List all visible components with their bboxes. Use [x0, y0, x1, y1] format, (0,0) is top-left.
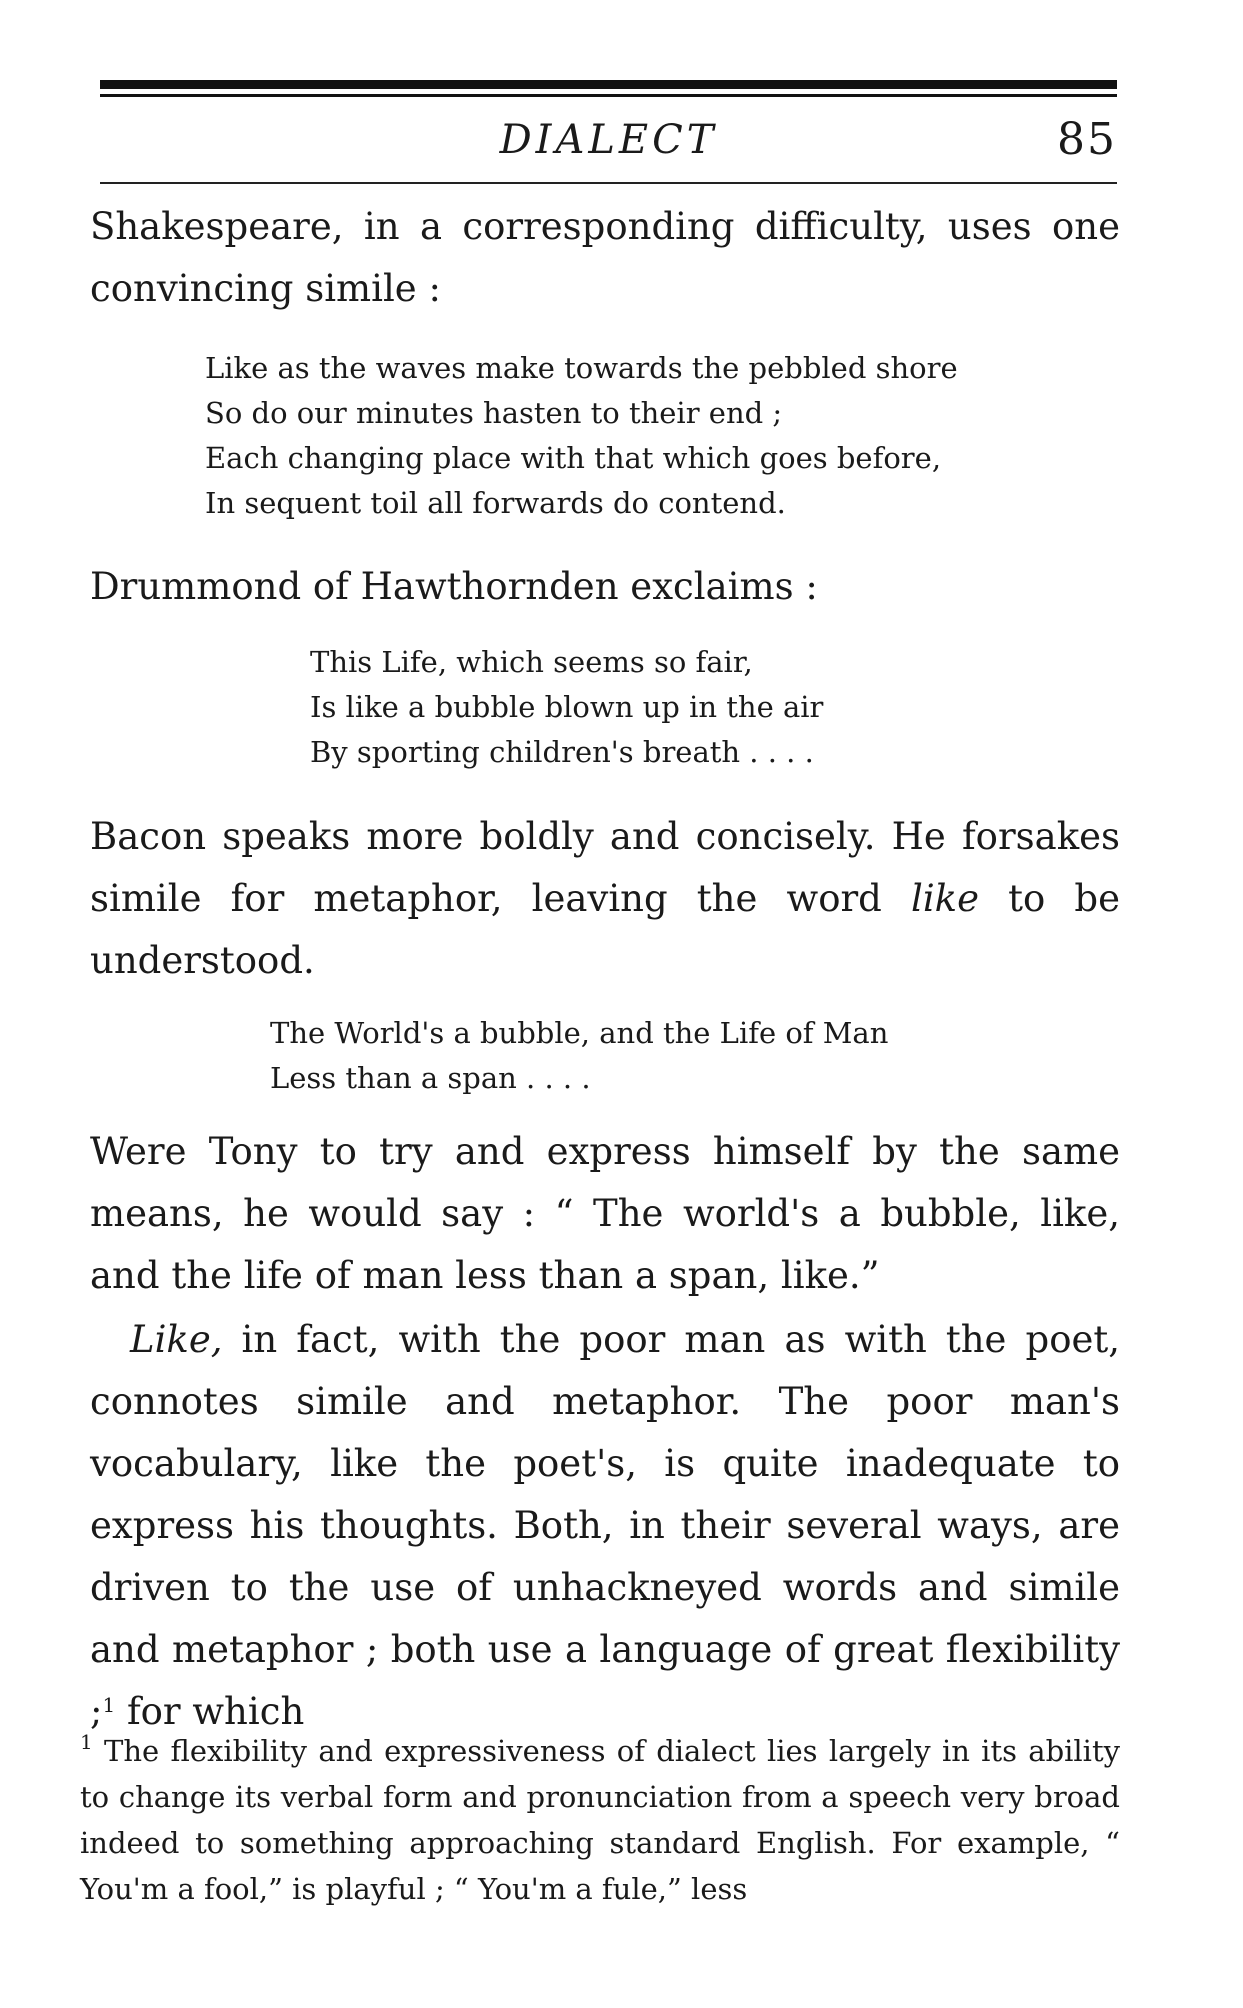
quote-shakespeare	[205, 346, 958, 526]
italic-like-lead: Like,	[130, 1318, 223, 1361]
quote-line: The World's a bubble, and the Life of Man	[270, 1016, 889, 1050]
paragraph-bacon	[90, 806, 1120, 992]
footnote-marker: 1	[80, 1730, 93, 1754]
footnote-reference[interactable]: 1	[102, 1693, 116, 1717]
quote-line: This Life, which seems so fair,	[310, 645, 753, 679]
paragraph-shakespeare: Shakespeare, in a corresponding difficulty, uses one convincing simile :	[90, 205, 1120, 310]
header-rule-thick	[100, 80, 1117, 89]
paragraph-bacon-end: to be understood.	[90, 877, 1121, 982]
page-number: 85	[1057, 114, 1117, 165]
running-head: DIALECT	[499, 117, 718, 163]
paragraph-like-text: in fact, with the poor man as with the poet, connotes simile and metaphor. The poor man's vocabulary, like the poet's, is quite inadequate to express his thoughts. Both, in their several ways, are driven to the use of unhackneyed words and simile and metaphor ; both use a language of great flexibility ;	[90, 1318, 1120, 1733]
quote-line: Less than a span . . . .	[270, 1061, 591, 1095]
quote-bacon	[270, 1011, 888, 1101]
quote-line: By sporting children's breath . . . .	[310, 735, 814, 769]
quote-line: Each changing place with that which goes before,	[205, 441, 942, 475]
paragraph-like	[90, 1309, 1120, 1743]
footnote	[80, 1728, 1120, 1912]
quote-drummond	[310, 640, 823, 775]
paragraph-bacon-text: Bacon speaks more boldly and concisely. He forsakes simile for metaphor, leaving the word	[90, 815, 1120, 920]
paragraph-drummond: Drummond of Hawthornden exclaims :	[90, 565, 818, 608]
quote-line: In sequent toil all forwards do contend.	[205, 486, 786, 520]
quote-line: So do our minutes hasten to their end ;	[205, 396, 783, 430]
quote-line: Like as the waves make towards the pebbled shore	[205, 351, 958, 385]
paragraph-tony: Were Tony to try and express himself by the same means, he would say : “ The world's a bubble, like, and the life of man less than a span, like.”	[90, 1130, 1120, 1297]
paragraph-like-end: for which	[115, 1690, 305, 1733]
footnote-text: The flexibility and expressiveness of dialect lies largely in its ability to change its verbal form and pronunciation from a speech very broad indeed to something approaching standard English. For example, “ You'm a fool,” is playful ; “ You'm a fule,” less	[80, 1734, 1120, 1906]
quote-line: Is like a bubble blown up in the air	[310, 690, 824, 724]
header-underline	[100, 182, 1117, 184]
italic-like: like	[911, 877, 979, 920]
header-rule-thin	[100, 94, 1117, 97]
